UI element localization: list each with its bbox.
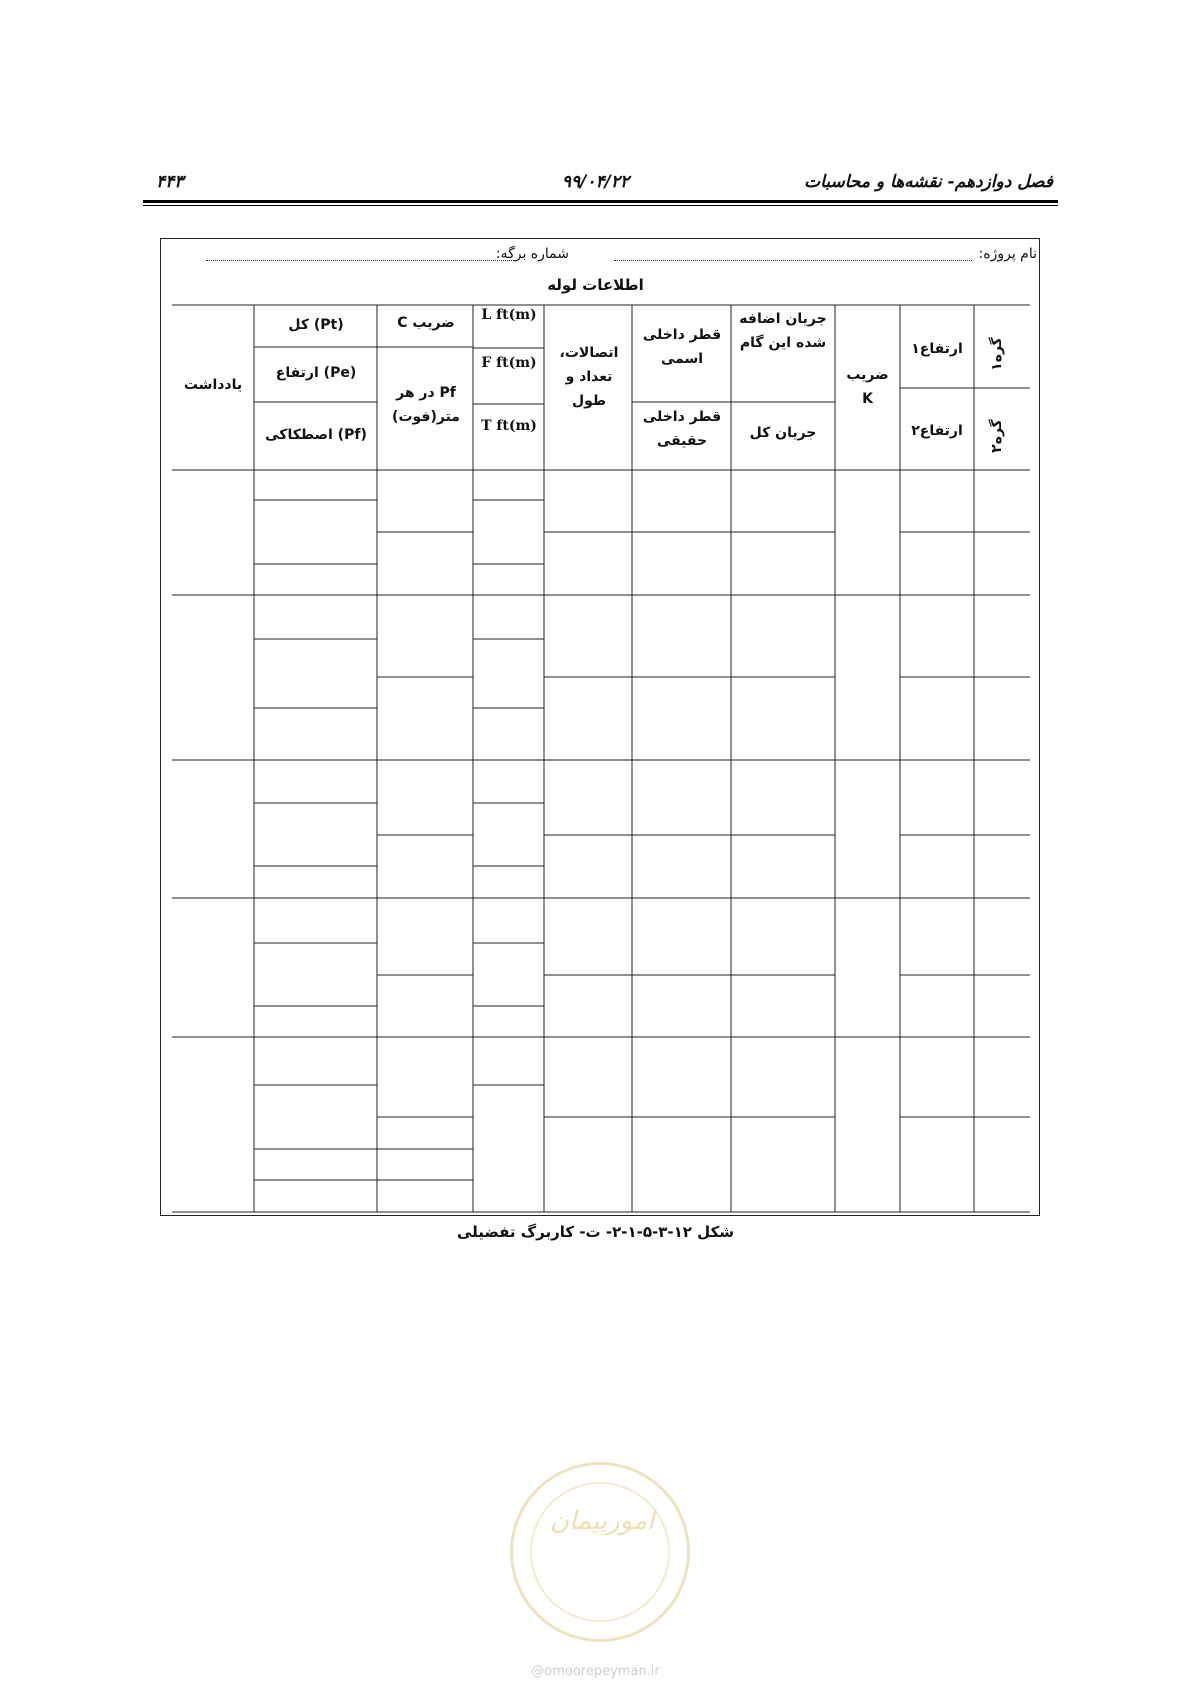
length-t-header: T ft(m) xyxy=(481,418,537,434)
fittings-header: اتصالات، تعداد و طول xyxy=(559,345,619,409)
length-l-header: L ft(m) xyxy=(481,307,537,323)
pf-per-unit-header: Pf در هر متر(فوت) xyxy=(392,385,460,425)
elevation1-header: ارتفاع۱ xyxy=(911,341,963,357)
c-coefficient-header: ضریب C xyxy=(397,315,455,331)
watermark-site: @omoorepeyman.ir xyxy=(531,1664,660,1679)
nominal-diameter-header: قطر داخلی اسمی xyxy=(642,327,722,367)
pipe-info-title: اطلاعات لوله xyxy=(547,276,644,294)
figure-caption: شکل ۱۲-۳-۵-۱-۲- ت- کاربرگ تفضیلی xyxy=(456,1223,735,1241)
elevation-pressure-header: (Pe) ارتفاع xyxy=(275,365,357,381)
watermark-seal-text: امورپیمان xyxy=(550,1506,655,1536)
length-f-header: F ft(m) xyxy=(481,355,537,371)
header-date: ۹۹/۰۴/۲۲ xyxy=(561,172,630,192)
actual-diameter-header: قطر داخلی حقیقی xyxy=(642,409,722,449)
notes-header: یادداشت xyxy=(183,377,243,393)
total-flow-header: جریان کل xyxy=(749,425,817,441)
total-pressure-header: (Pt) کل xyxy=(288,317,344,333)
k-coefficient-header: ضریب K xyxy=(846,367,889,407)
project-name-label: نام پروژه: xyxy=(978,246,1037,262)
elevation2-header: ارتفاع۲ xyxy=(911,423,963,439)
page-number: ۴۴۳ xyxy=(156,172,184,192)
node2-header: گره۲ xyxy=(988,419,1005,453)
friction-pressure-header: (Pf) اصطکاکی xyxy=(265,427,367,443)
chapter-title: فصل دوازدهم- نقشه‌ها و محاسبات xyxy=(804,172,1053,192)
added-flow-header: جریان اضافه شده این گام xyxy=(739,311,827,351)
node1-header: گره۱ xyxy=(988,337,1005,371)
watermark-seal-ring xyxy=(530,1482,670,1622)
sheet-number-label: شماره برگه: xyxy=(495,246,569,262)
